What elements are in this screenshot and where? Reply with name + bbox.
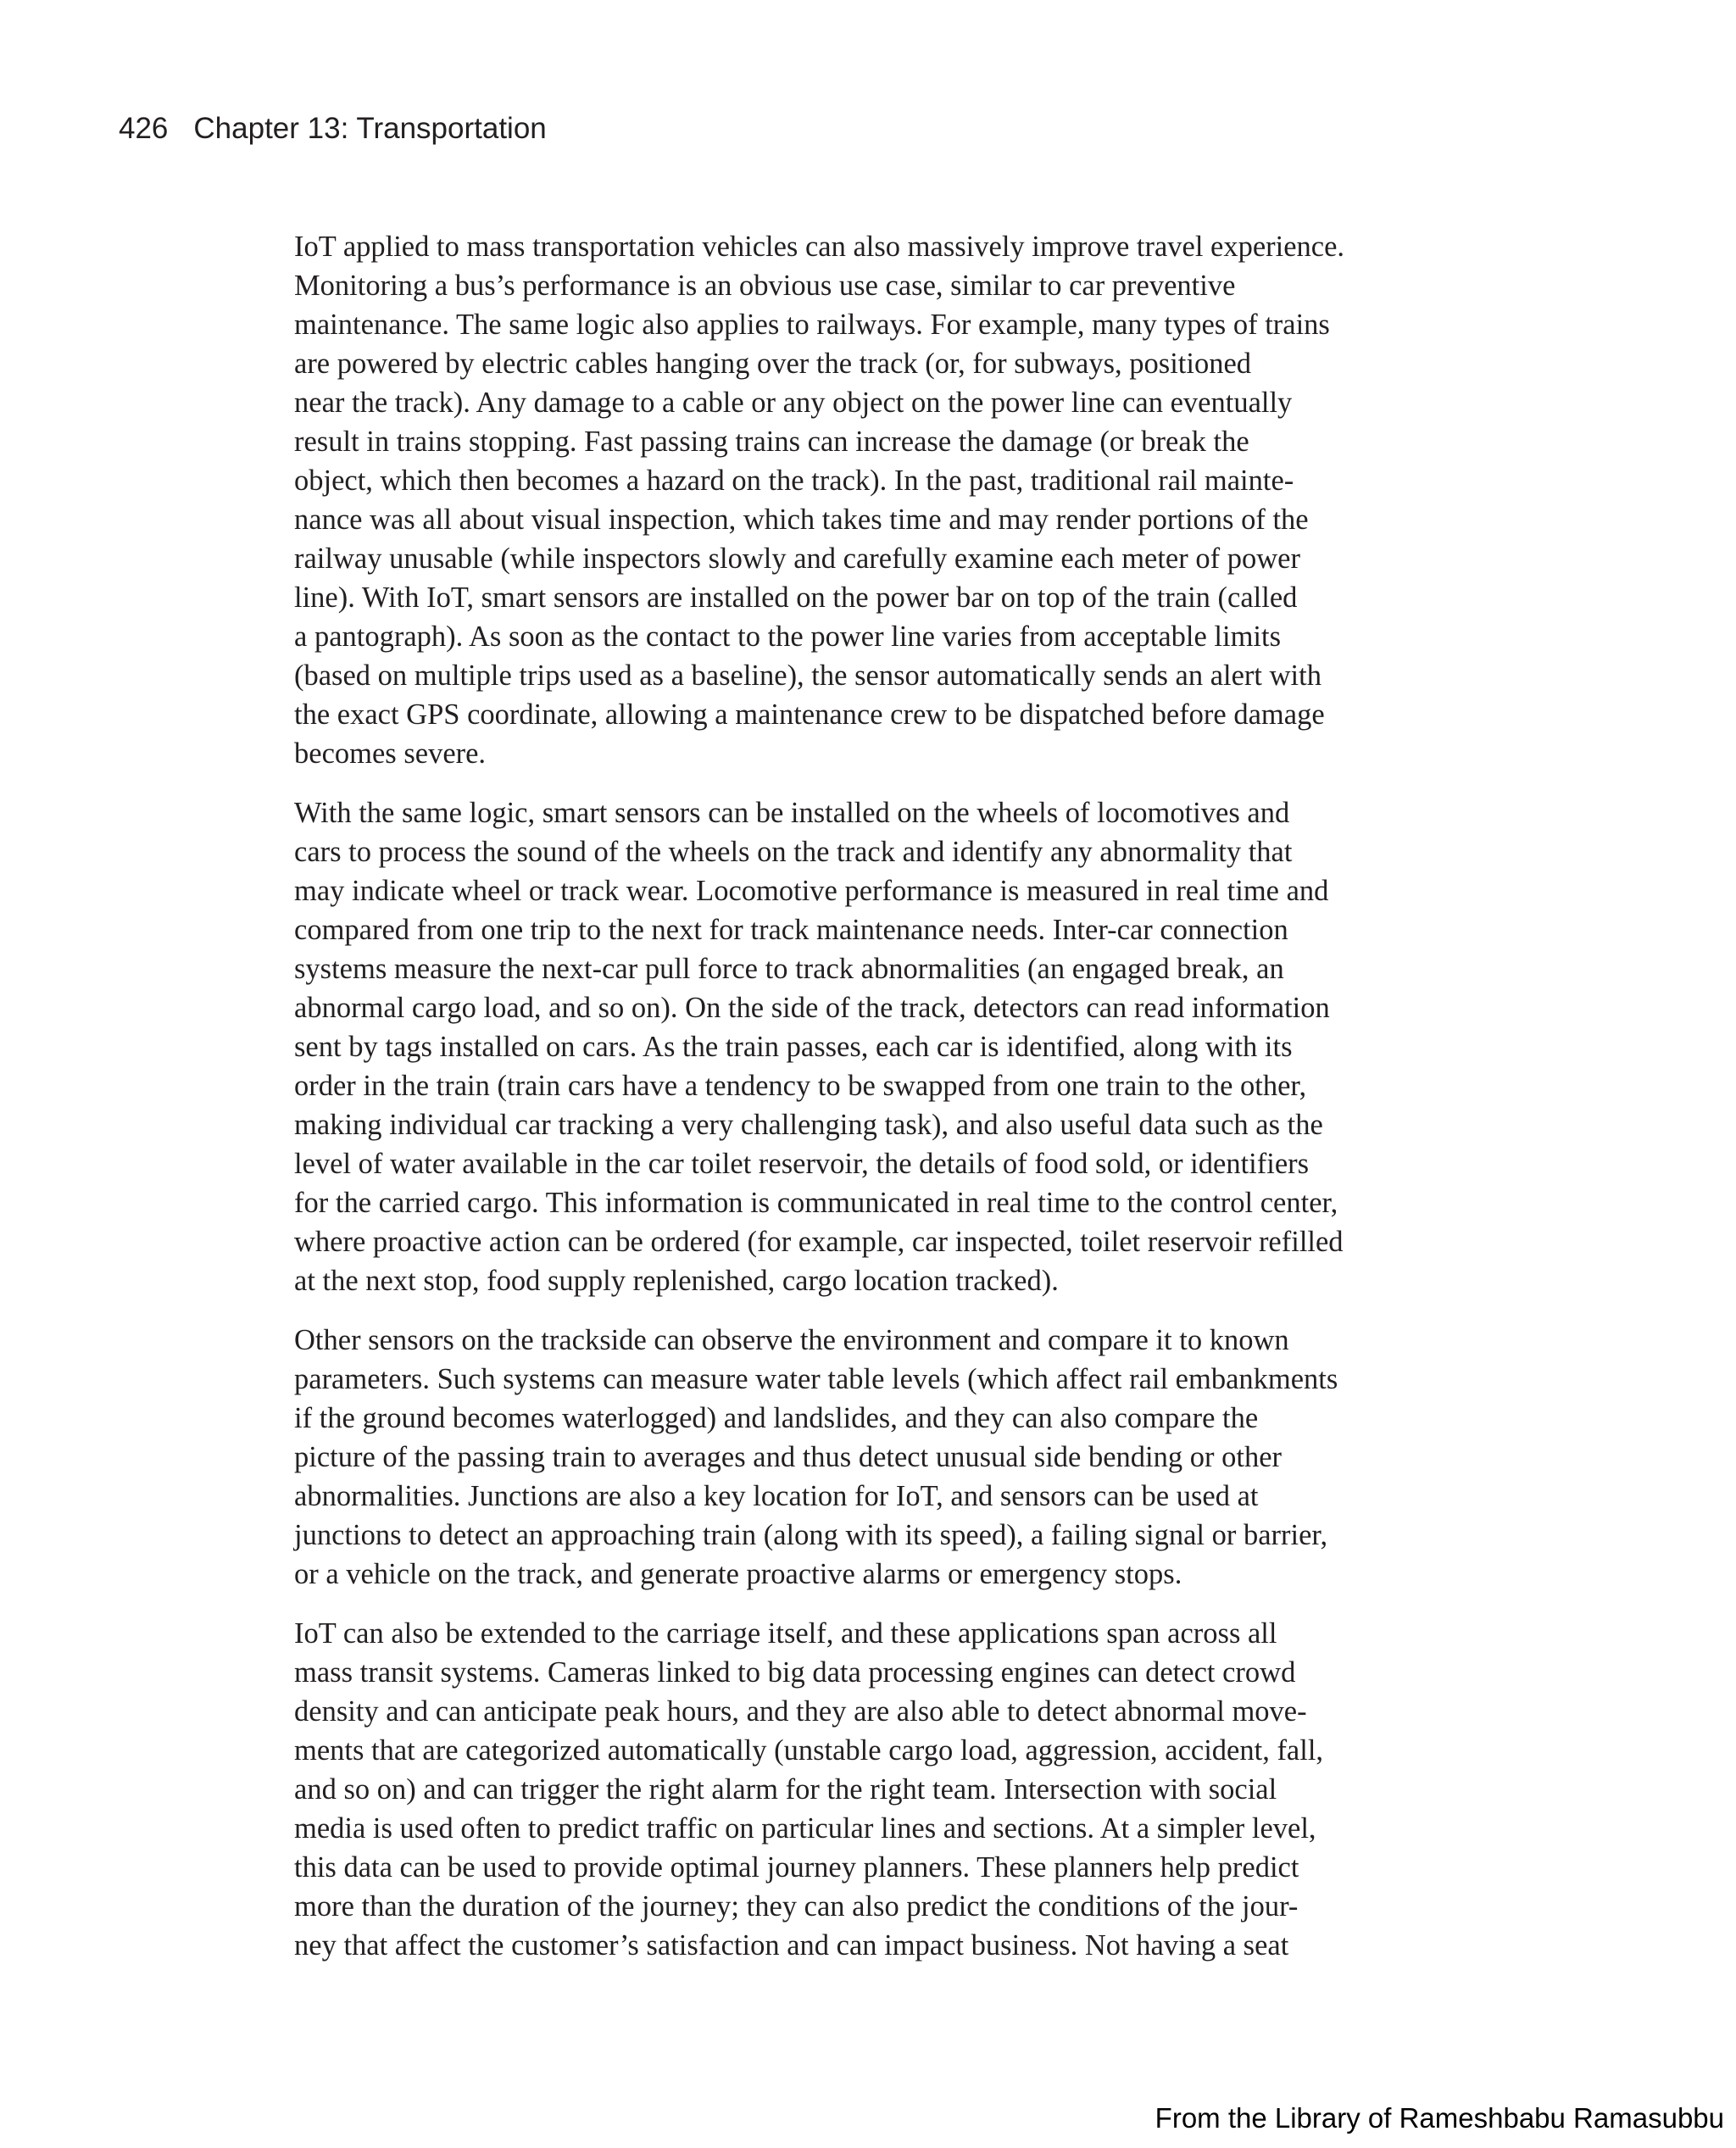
text-line: Other sensors on the trackside can observe the environment and compare it to known: [294, 1324, 1289, 1356]
text-line: result in trains stopping. Fast passing trains can increase the damage (or break the: [294, 426, 1249, 458]
text-line: density and can anticipate peak hours, and they are also able to detect abnormal move-: [294, 1695, 1307, 1728]
paragraph: [294, 1321, 1438, 1594]
text-line: making individual car tracking a very challenging task), and also useful data such as the: [294, 1109, 1323, 1141]
text-line: if the ground becomes waterlogged) and landslides, and they can also compare the: [294, 1402, 1259, 1434]
text-line: becomes severe.: [294, 737, 487, 770]
library-footer: From the Library of Rameshbabu Ramasubbu: [1155, 2102, 1724, 2134]
running-head: [119, 112, 547, 146]
text-line: where proactive action can be ordered (for example, car inspected, toilet reservoir refilled: [294, 1226, 1344, 1258]
text-line: nance was all about visual inspection, which takes time and may render portions of the: [294, 504, 1309, 536]
text-line: ney that affect the customer’s satisfaction and can impact business. Not having a seat: [294, 1929, 1289, 1962]
paragraph: [294, 1614, 1438, 1965]
text-line: this data can be used to provide optimal journey planners. These planners help predict: [294, 1851, 1299, 1884]
text-line: IoT can also be extended to the carriage itself, and these applications span across all: [294, 1617, 1277, 1650]
text-line: are powered by electric cables hanging over the track (or, for subways, positioned: [294, 348, 1252, 380]
text-line: mass transit systems. Cameras linked to big data processing engines can detect crowd: [294, 1656, 1296, 1689]
text-line: may indicate wheel or track wear. Locomotive performance is measured in real time and: [294, 875, 1329, 907]
text-line: systems measure the next-car pull force to track abnormalities (an engaged break, an: [294, 953, 1284, 985]
text-line: near the track). Any damage to a cable or any object on the power line can eventually: [294, 387, 1293, 419]
text-line: more than the duration of the journey; they can also predict the conditions of the jour-: [294, 1890, 1299, 1923]
text-line: line). With IoT, smart sensors are installed on the power bar on top of the train (called: [294, 582, 1298, 614]
page-number: 426: [119, 112, 169, 145]
text-line: parameters. Such systems can measure water table levels (which affect rail embankments: [294, 1363, 1338, 1395]
text-line: picture of the passing train to averages and thus detect unusual side bending or other: [294, 1441, 1282, 1473]
chapter-title: Chapter 13: Transportation: [193, 112, 547, 145]
text-line: or a vehicle on the track, and generate proactive alarms or emergency stops.: [294, 1558, 1182, 1590]
text-line: media is used often to predict traffic on particular lines and sections. At a simpler level,: [294, 1812, 1316, 1845]
text-line: abnormal cargo load, and so on). On the side of the track, detectors can read information: [294, 992, 1330, 1024]
text-line: junctions to detect an approaching train (along with its speed), a failing signal or barrier,: [294, 1519, 1328, 1551]
text-line: railway unusable (while inspectors slowly and carefully examine each meter of power: [294, 543, 1300, 575]
text-line: sent by tags installed on cars. As the train passes, each car is identified, along with its: [294, 1031, 1293, 1063]
text-line: IoT applied to mass transportation vehicles can also massively improve travel experience.: [294, 231, 1345, 263]
text-line: abnormalities. Junctions are also a key location for IoT, and sensors can be used at: [294, 1480, 1259, 1512]
text-line: a pantograph). As soon as the contact to the power line varies from acceptable limits: [294, 620, 1282, 653]
text-line: for the carried cargo. This information is communicated in real time to the control center,: [294, 1187, 1338, 1219]
text-line: and so on) and can trigger the right alarm for the right team. Intersection with social: [294, 1773, 1277, 1806]
text-line: ments that are categorized automatically (unstable cargo load, aggression, accident, fall,: [294, 1734, 1324, 1767]
text-line: the exact GPS coordinate, allowing a maintenance crew to be dispatched before damage: [294, 698, 1325, 731]
text-line: compared from one trip to the next for track maintenance needs. Inter-car connection: [294, 914, 1288, 946]
text-line: object, which then becomes a hazard on the track). In the past, traditional rail mainte-: [294, 465, 1294, 497]
paragraph: [294, 793, 1438, 1300]
text-line: maintenance. The same logic also applies to railways. For example, many types of trains: [294, 309, 1330, 341]
body-text: [294, 227, 1438, 1985]
text-line: Monitoring a bus’s performance is an obvious use case, similar to car preventive: [294, 270, 1236, 302]
text-line: level of water available in the car toilet reservoir, the details of food sold, or identifiers: [294, 1148, 1310, 1180]
paragraph: [294, 227, 1438, 773]
text-line: cars to process the sound of the wheels on the track and identify any abnormality that: [294, 836, 1293, 868]
text-line: at the next stop, food supply replenished, cargo location tracked).: [294, 1265, 1059, 1297]
text-line: order in the train (train cars have a tendency to be swapped from one train to the other,: [294, 1070, 1307, 1102]
text-line: (based on multiple trips used as a baseline), the sensor automatically sends an alert with: [294, 659, 1321, 692]
text-line: With the same logic, smart sensors can be installed on the wheels of locomotives and: [294, 797, 1290, 829]
